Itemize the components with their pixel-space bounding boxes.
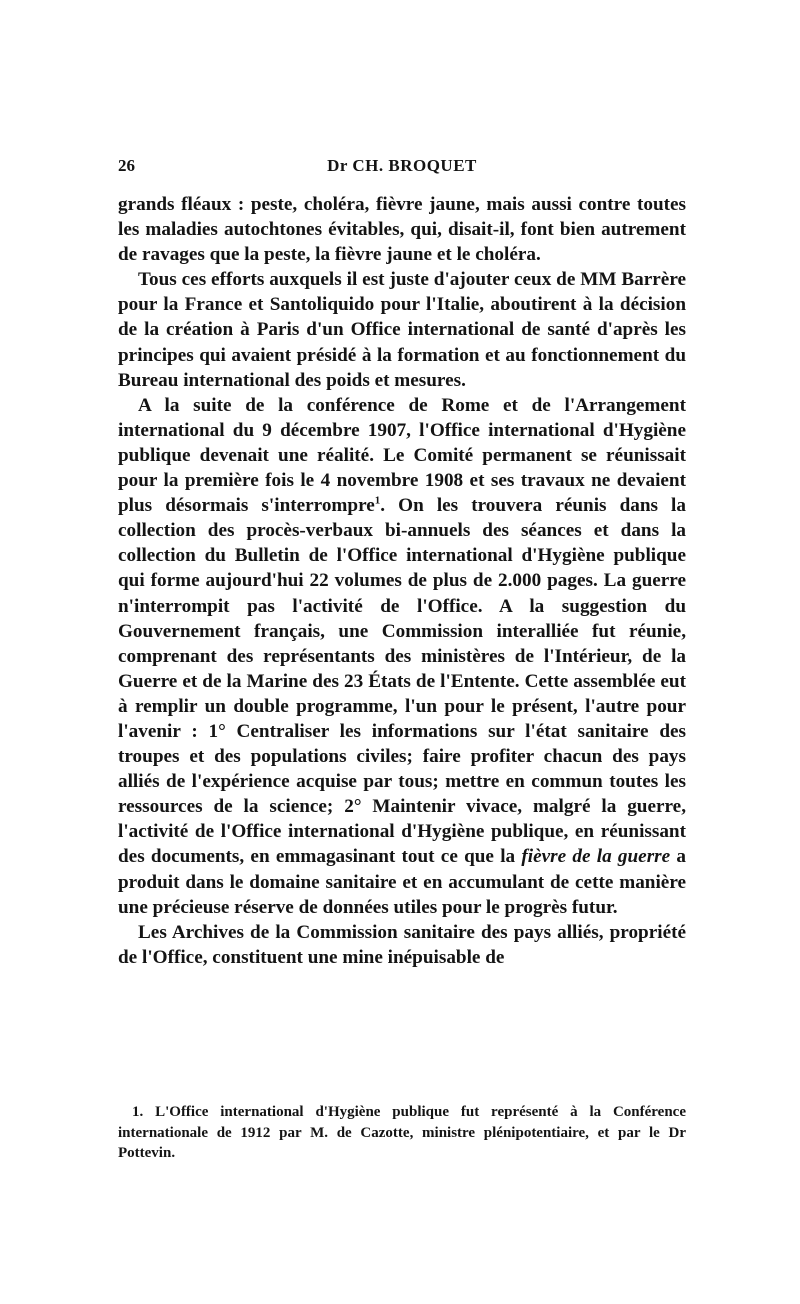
paragraph-continuation: grands fléaux : peste, choléra, fièvre jaune, mais aussi contre toutes les maladies autochtones évitables, qui, disait-il, font bien autrement de ravages que la peste, la fièvre jaune et le choléra. [118, 194, 686, 266]
running-head [118, 156, 686, 176]
footnote-reference: 1 [374, 494, 381, 507]
paragraph-office-part-3: a produit dans le domaine sanitaire et en accumulant de cette manière une précieuse réserve de données utiles pour le progrès futur. [118, 846, 687, 918]
page-header [118, 156, 686, 180]
footnote-text: 1. L'Office international d'Hygiène publique fut représenté à la Conférence internationale de 1912 par M. de Cazotte, ministre plénipotentiaire, et par le Dr Pottevin. [118, 1104, 686, 1161]
paragraph-office-part-1: A la suite de la conférence de Rome et de l'Arrangement international du 9 décembre 1907, l'Office international d'Hygiène publique devenait une réalité. Le Comité permanent se réunissait pour la première fois le 4 novembre 1908 et ses travaux ne devaient plus désormais s'interrompre [118, 394, 686, 517]
paragraph-office-part-2: . On les trouvera réunis dans la collection des procès-verbaux bi-annuels des séances et dans la collection du Bulletin de l'Office international d'Hygiène publique qui forme aujourd'hui 22 volumes de plus de 2.000 pages. La guerre n'interrompit pas l'activité de l'Office. A la suggestion du Gouvernement français, une Commission interalliée fut réunie, comprenant des représentants des ministères de l'Intérieur, de la Guerre et de la Marine des 23 États de l'Entente. Cette assemblée eut à remplir un double programme, l'un pour le présent, l'autre pour l'avenir : 1° Centraliser les informations sur l'état sanitaire des troupes et des populations civiles; faire profiter chacun des pays alliés de l'expérience acquise par tous; mettre en commun toutes les ressources de la science; 2° Maintenir vivace, malgré la guerre, l'activité de l'Office international d'Hygiène publique, en réunissant des documents, en emmagasinant tout ce que la [118, 495, 686, 868]
paragraph-efforts: Tous ces efforts auxquels il est juste d'ajouter ceux de MM Barrère pour la France et Santoliquido pour l'Italie, aboutirent à la décision de la création à Paris d'un Office international de santé d'après les principes qui avaient présidé à la formation et au fonctionnement du Bureau international des poids et mesures. [118, 269, 686, 391]
author-name: CH. BROQUET [347, 156, 477, 175]
page-number: 26 [118, 156, 135, 175]
footnote [118, 1102, 686, 1164]
paragraph-office [118, 393, 686, 920]
author-prefix: Dr [327, 156, 348, 175]
italic-phrase: fièvre de la guerre [521, 846, 671, 868]
paragraph-archives: Les Archives de la Commission sanitaire des pays alliés, propriété de l'Office, constituent une mine inépuisable de [118, 921, 686, 968]
body-text [118, 192, 686, 970]
